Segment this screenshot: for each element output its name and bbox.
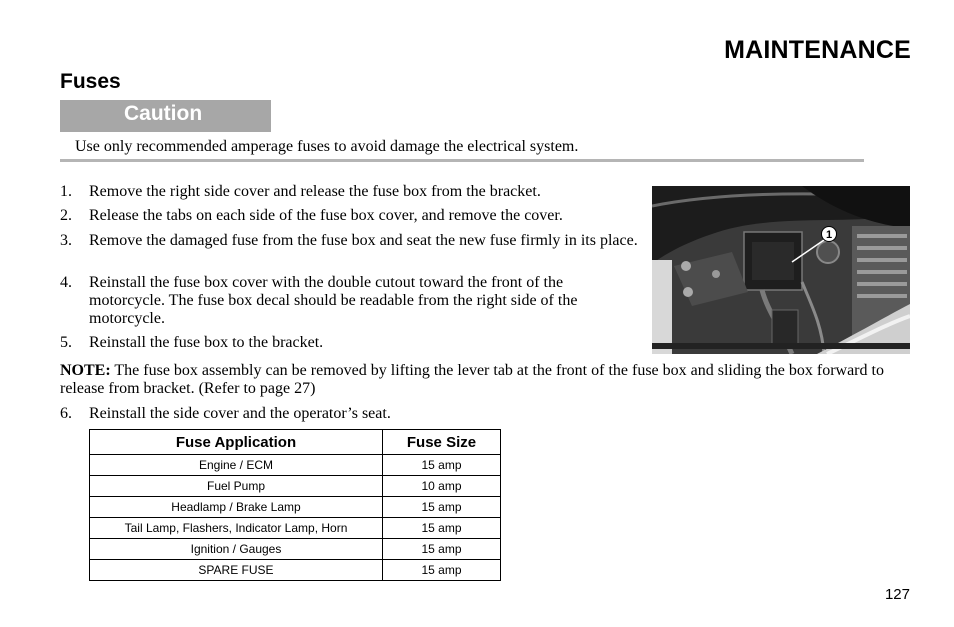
table-row bbox=[90, 518, 501, 539]
cell-application: Fuel Pump bbox=[90, 476, 383, 497]
page-header-title: MAINTENANCE bbox=[724, 36, 911, 64]
cell-application: Ignition / Gauges bbox=[90, 539, 383, 560]
step-text: Reinstall the fuse box cover with the double cutout toward the front of the motorcycle. The fuse box decal should be readable from the right side of the motorcycle. bbox=[89, 274, 578, 327]
cell-application: Headlamp / Brake Lamp bbox=[90, 497, 383, 518]
table-row bbox=[90, 560, 501, 581]
step-5 bbox=[60, 334, 640, 352]
step-number: 4. bbox=[60, 274, 72, 291]
column-header-size: Fuse Size bbox=[383, 430, 501, 455]
cell-size: 10 amp bbox=[383, 476, 501, 497]
cell-application: SPARE FUSE bbox=[90, 560, 383, 581]
step-4 bbox=[60, 274, 640, 328]
step-text: Reinstall the fuse box to the bracket. bbox=[89, 334, 324, 351]
note-paragraph bbox=[60, 362, 905, 398]
fuse-box-photo-graphic bbox=[652, 186, 910, 354]
note-label: NOTE: bbox=[60, 362, 111, 379]
column-header-application: Fuse Application bbox=[90, 430, 383, 455]
cell-application: Tail Lamp, Flashers, Indicator Lamp, Horn bbox=[90, 518, 383, 539]
step-1 bbox=[60, 183, 640, 201]
step-text: Remove the right side cover and release the fuse box from the bracket. bbox=[89, 183, 541, 200]
table-row bbox=[90, 497, 501, 518]
step-number: 3. bbox=[60, 232, 72, 249]
fuse-table bbox=[89, 429, 501, 581]
caution-divider bbox=[60, 159, 864, 162]
photo-callout-number: 1 bbox=[825, 229, 833, 241]
caution-label: Caution bbox=[124, 102, 203, 125]
step-number: 5. bbox=[60, 334, 72, 351]
cell-size: 15 amp bbox=[383, 560, 501, 581]
caution-text: Use only recommended amperage fuses to avoid damage the electrical system. bbox=[75, 138, 579, 155]
step-number: 1. bbox=[60, 183, 72, 200]
table-row bbox=[90, 455, 501, 476]
caution-banner bbox=[60, 100, 271, 132]
step-2 bbox=[60, 207, 640, 225]
step-6 bbox=[60, 405, 640, 423]
step-number: 6. bbox=[60, 405, 72, 422]
fuse-box-photo bbox=[652, 186, 910, 354]
step-text: Remove the damaged fuse from the fuse box and seat the new fuse firmly in its place. bbox=[89, 232, 638, 249]
cell-size: 15 amp bbox=[383, 539, 501, 560]
step-text: Reinstall the side cover and the operator’s seat. bbox=[89, 405, 391, 422]
cell-size: 15 amp bbox=[383, 497, 501, 518]
step-3 bbox=[60, 232, 640, 250]
table-row bbox=[90, 476, 501, 497]
section-title: Fuses bbox=[60, 70, 121, 93]
cell-application: Engine / ECM bbox=[90, 455, 383, 476]
step-text: Release the tabs on each side of the fuse box cover, and remove the cover. bbox=[89, 207, 563, 224]
page-number: 127 bbox=[884, 586, 910, 603]
step-number: 2. bbox=[60, 207, 72, 224]
cell-size: 15 amp bbox=[383, 455, 501, 476]
cell-size: 15 amp bbox=[383, 518, 501, 539]
note-text: The fuse box assembly can be removed by lifting the lever tab at the front of the fuse box and sliding the box forward to release from bracket. (Refer to page 27) bbox=[60, 362, 884, 397]
table-header-row bbox=[90, 430, 501, 455]
table-row bbox=[90, 539, 501, 560]
